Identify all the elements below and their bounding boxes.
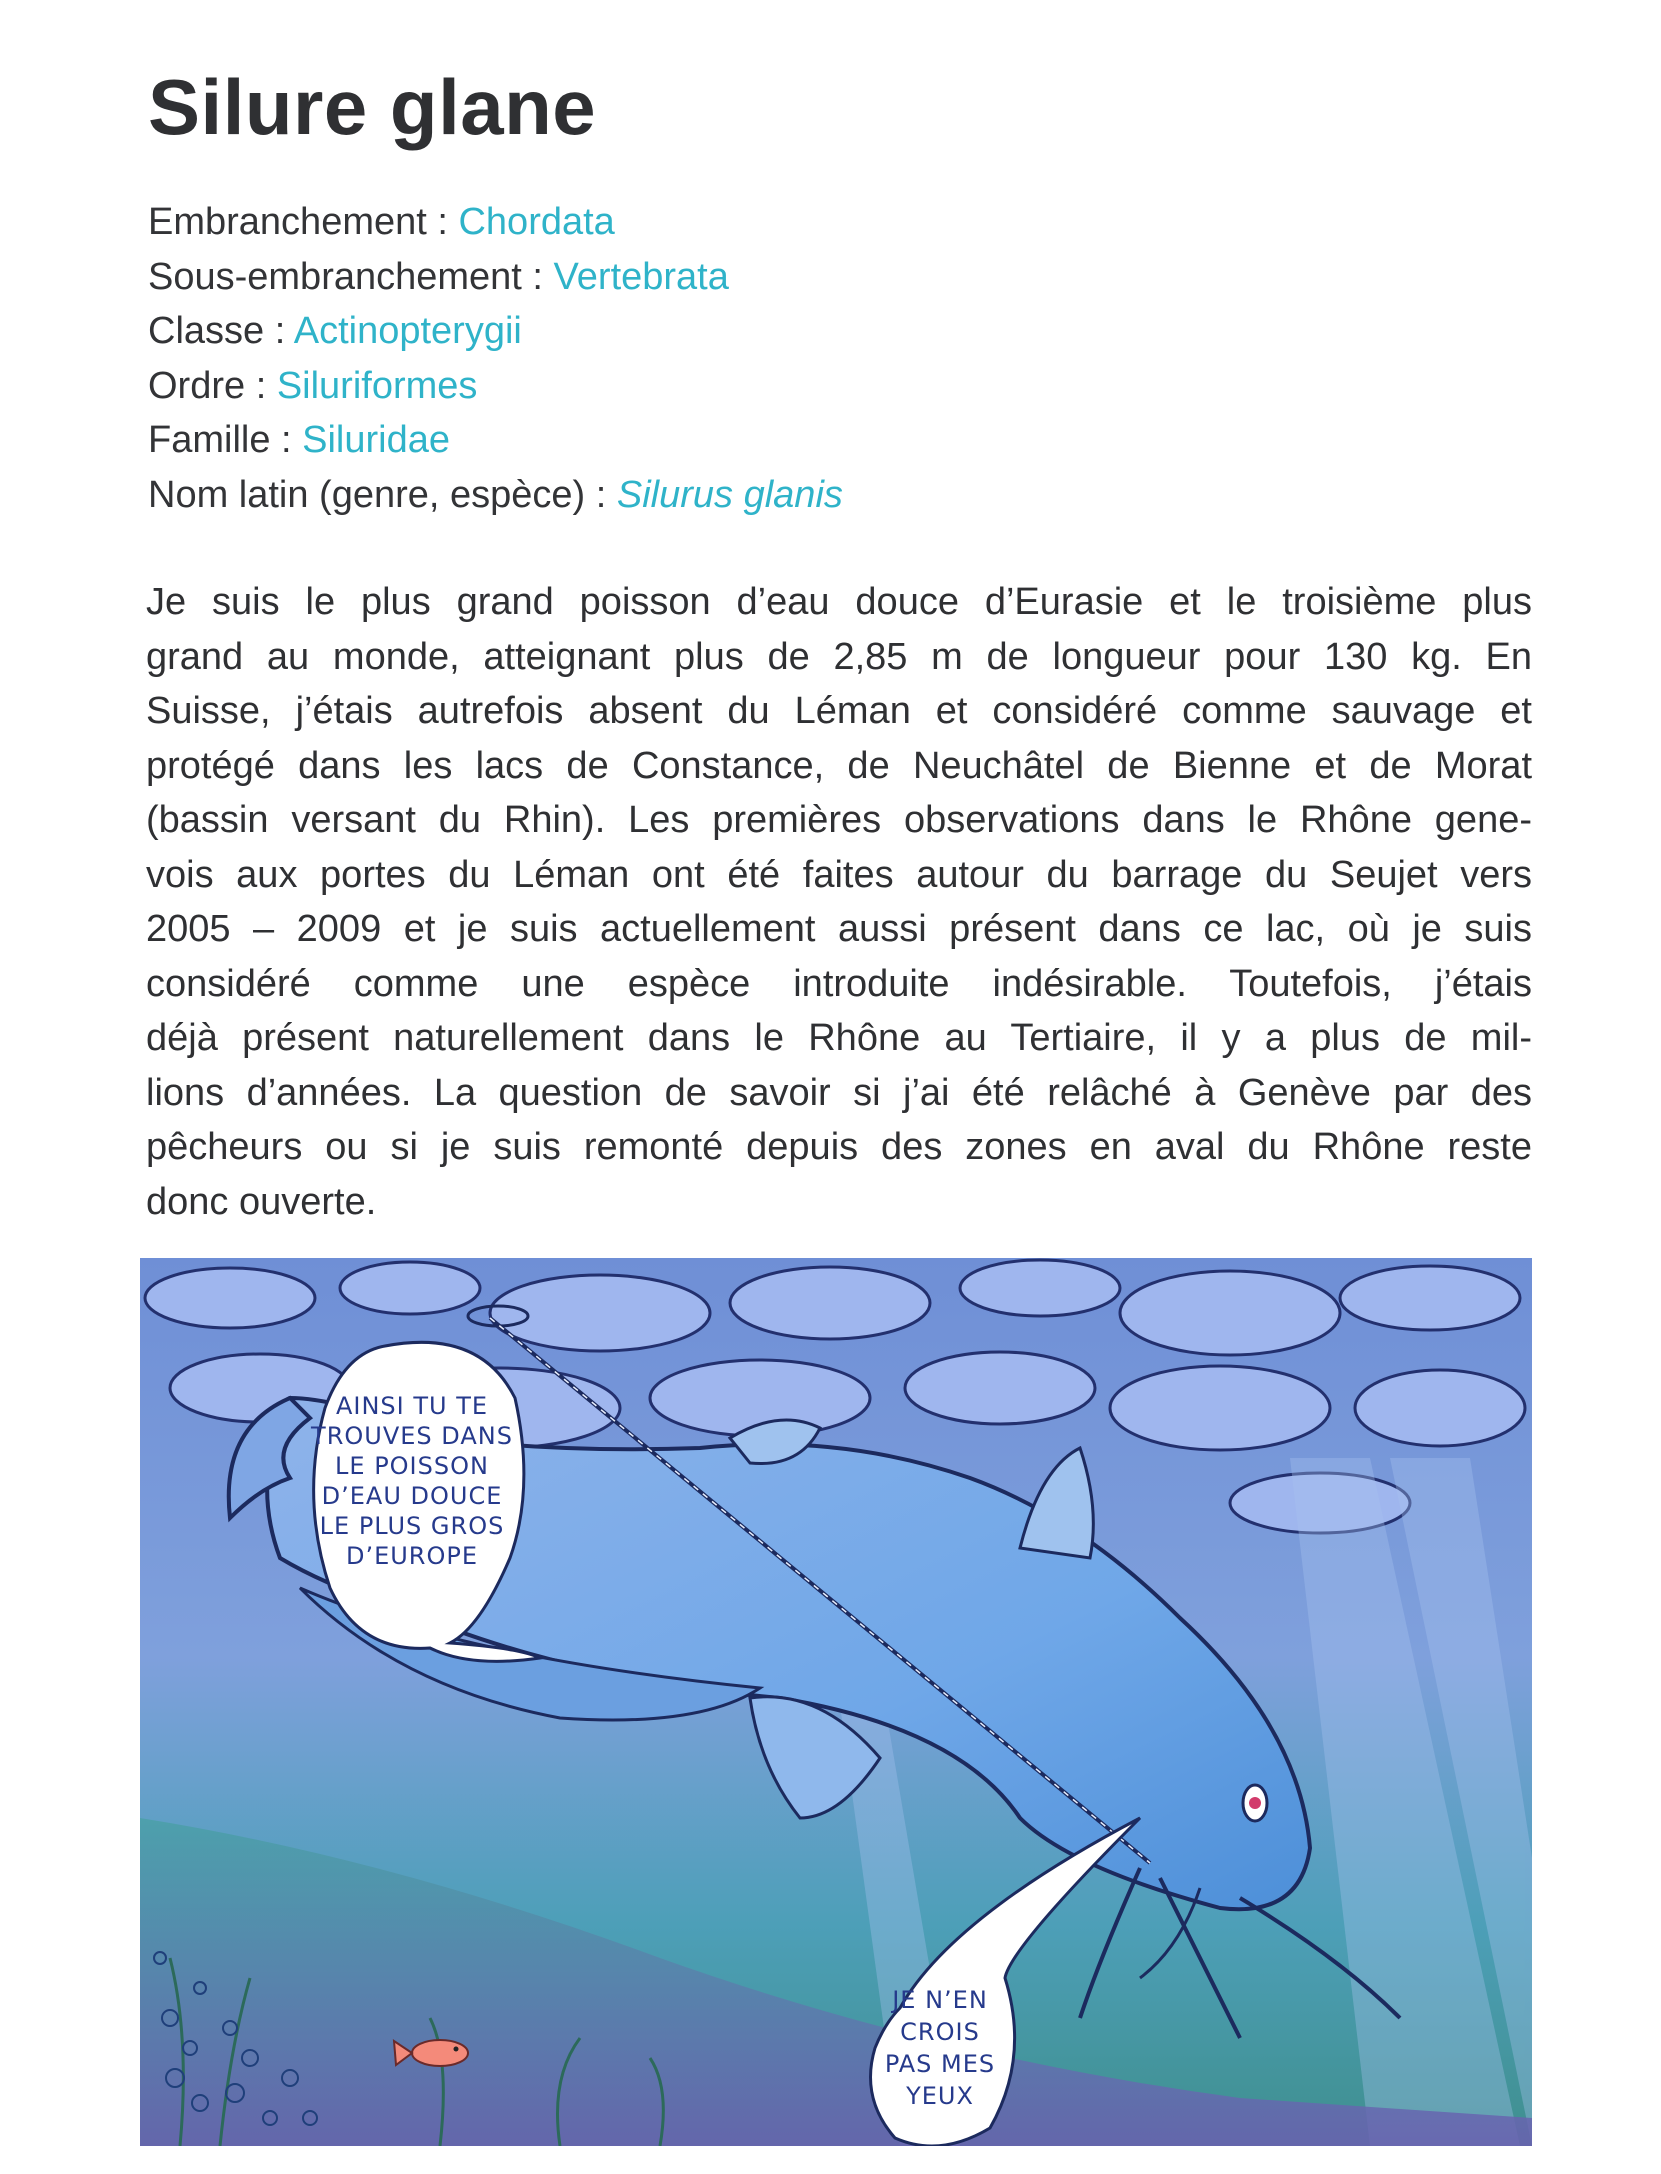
taxonomy-label: Sous-embranchement : [148,255,554,298]
taxonomy-row-ordre [148,359,843,414]
bubble-2-line-1: JE N’EN [892,1986,988,2014]
bubble-1-line-1: AINSI TU TE [335,1392,489,1420]
body-line: protégé dans les lacs de Constance, de Neuchâtel de Bienne et de Morat [146,744,1532,787]
taxonomy-label: Classe : [148,310,294,352]
body-line: vois aux portes du Léman ont été faites autour du barrage du Seujet vers [146,853,1532,896]
bubble-2-line-3: PAS MES [884,2050,996,2078]
comic-svg [140,1258,1532,2146]
taxonomy-row-famille [148,413,843,468]
taxonomy-row-embranchement [148,195,843,250]
taxonomy-label: Embranchement : [148,201,459,243]
body-line: Suisse, j’étais autrefois absent du Léman et considéré comme sauvage et [146,690,1532,732]
taxonomy-value: Silurus glanis [616,473,843,516]
taxonomy-row-nom-latin [148,468,843,523]
body-line: considéré comme une espèce introduite indésirable. Toutefois, j’étais [146,962,1532,1005]
bubble-1-line-4: D’EAU DOUCE [321,1482,503,1510]
bubble-1-line-5: LE PLUS GROS [319,1512,505,1540]
bubble-1-line-3: LE POISSON [335,1452,489,1480]
taxonomy-row-sous-embranchement [148,250,843,305]
page-title: Silure glane [148,63,597,151]
body-line: déjà présent naturellement dans le Rhône au Tertiaire, il y a plus de mil- [146,1017,1532,1059]
bubble-2-line-4: YEUX [906,2082,974,2110]
bubble-2-line-2: CROIS [900,2018,980,2046]
taxonomy-value: Vertebrata [553,255,729,298]
body-line: Je suis le plus grand poisson d’eau douce d’Eurasie et le troisième plus [146,581,1532,623]
body-line: grand au monde, atteignant plus de 2,85 m de longueur pour 130 kg. En [146,635,1532,678]
taxonomy-label: Famille : [148,419,303,461]
taxonomy-label: Nom latin (genre, espèce) : [148,473,617,516]
body-line: (bassin versant du Rhin). Les premières observations dans le Rhône gene- [146,799,1532,841]
body-paragraph [146,575,1532,1229]
taxonomy-list [148,195,843,522]
taxonomy-label: Ordre : [148,364,277,407]
body-line: pêcheurs ou si je suis remonté depuis des zones en aval du Rhône reste [146,1126,1532,1168]
taxonomy-value: Chordata [458,201,615,243]
taxonomy-value: Siluridae [302,419,451,461]
body-line: lions d’années. La question de savoir si j’ai été relâché à Genève par des [146,1071,1532,1114]
taxonomy-row-classe [148,304,843,359]
bubble-1-line-2: TROUVES DANS [311,1422,513,1450]
body-line: 2005 – 2009 et je suis actuellement aussi présent dans ce lac, où je suis [146,908,1532,950]
taxonomy-value: Actinopterygii [293,310,522,352]
bubble-1-line-6: D’EUROPE [345,1542,479,1570]
body-line: donc ouverte. [146,1180,377,1223]
taxonomy-value: Siluriformes [276,364,478,407]
comic-illustration [140,1258,1532,2146]
